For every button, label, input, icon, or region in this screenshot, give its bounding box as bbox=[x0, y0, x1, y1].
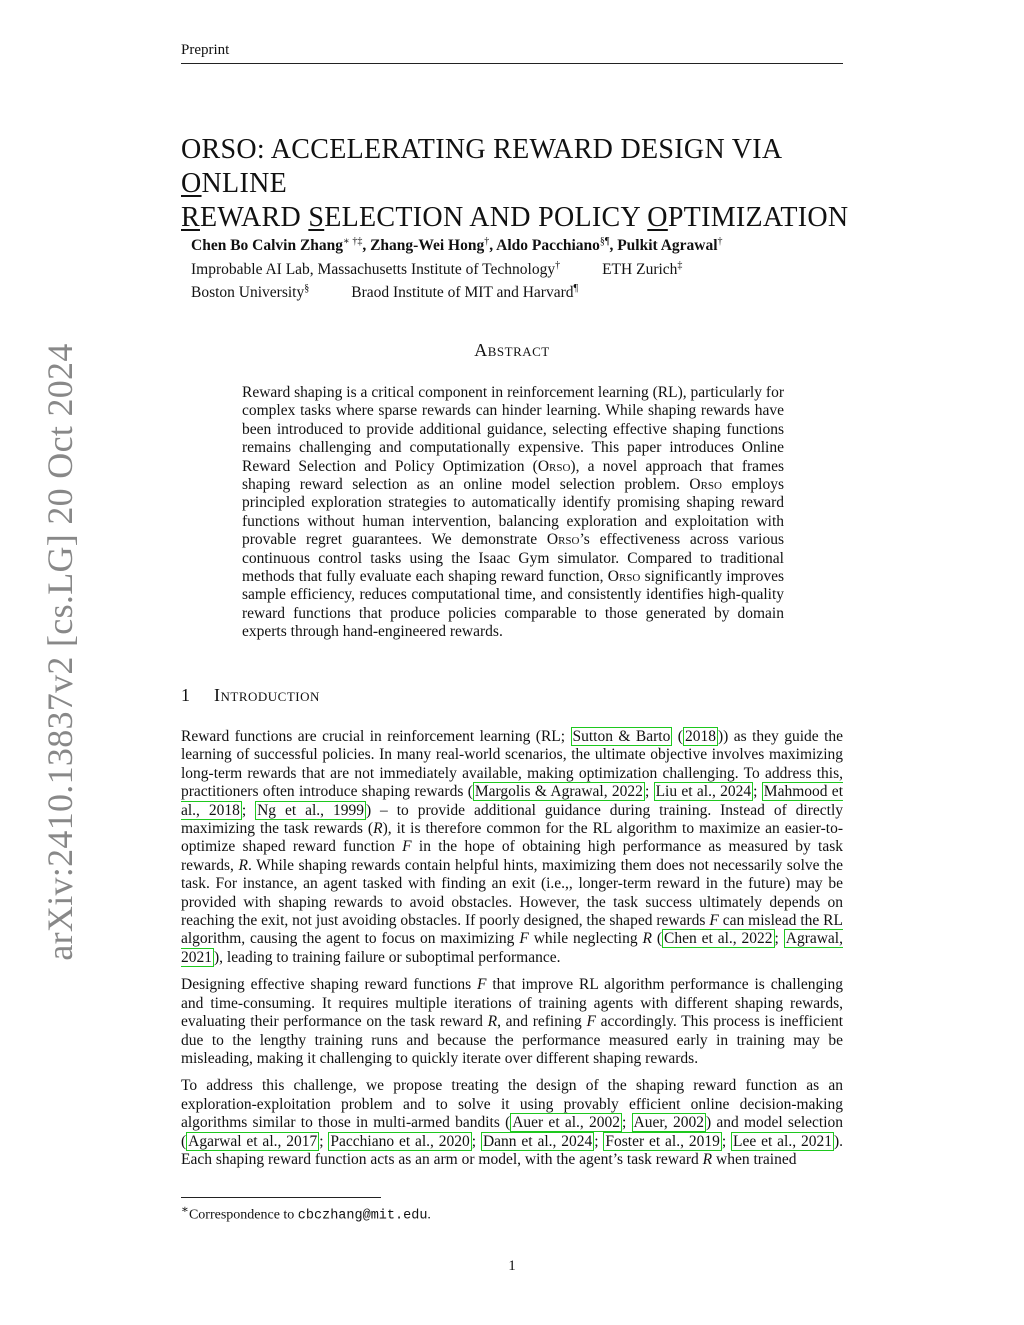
email-link[interactable]: cbczhang@mit.edu bbox=[297, 1208, 428, 1224]
text-run: )) as they guide the learning of successful policies. In many real-world scenarios, the ultimate objective involves maximizing long-term rewards that are not immediately available, making optimization challenging. To address this, practitioners often introduce shaping rewards ( bbox=[181, 728, 844, 801]
text-run: in the hope of obtaining high performance as measured by task rewards, bbox=[181, 838, 843, 874]
text-run: ( bbox=[672, 728, 683, 745]
title-part: ELECTION AND POLICY bbox=[324, 202, 648, 233]
separator: ; bbox=[644, 783, 654, 801]
affiliation: Boston University bbox=[191, 284, 305, 302]
citation-link[interactable]: Auer et al., 2002 bbox=[512, 1114, 620, 1132]
separator: , bbox=[609, 237, 614, 255]
citation-link[interactable]: Foster et al., 2019 bbox=[605, 1132, 720, 1150]
author-name: Pulkit Agrawal bbox=[617, 237, 718, 255]
title-part: PTIMIZATION bbox=[667, 202, 849, 233]
author-names bbox=[191, 232, 841, 256]
math-symbol: R bbox=[238, 856, 248, 874]
introduction-body bbox=[181, 728, 843, 1178]
separator: ; bbox=[721, 1132, 732, 1150]
text-run: . While shaping rewards contain helpful hints, maximizing them does not necessarily solve the task. For instance, an agent tasked with finding an exit (i.e.,, longer-term reward in the future) may be provided with shaping rewards to avoid obstacles. However, the task success ultimately depends on reaching the exit, not just avoiding obstacles. If poorly designed, the shaped rewards bbox=[181, 856, 843, 930]
author-block bbox=[191, 232, 841, 303]
text-run: , and refining bbox=[497, 1013, 587, 1031]
method-name: Orso bbox=[546, 531, 580, 549]
title-line-2 bbox=[181, 201, 861, 235]
abstract-text: ’s effectiveness across various continuous control tasks using the Isaac Gym simulator. Compared to traditional methods that fully evaluate each shaping reward function, bbox=[242, 531, 785, 586]
affiliation-mark: ¶ bbox=[573, 283, 579, 295]
text-run: ) and model selection ( bbox=[181, 1114, 844, 1150]
method-name: Orso bbox=[689, 476, 722, 494]
text-run: while neglecting bbox=[528, 930, 643, 948]
separator: ; bbox=[319, 1132, 329, 1150]
text-run: that improve RL algorithm performance is challenging and time-consuming. It requires multiple iterations of training agents with different shaping rewards, evaluating their performance on the task reward bbox=[181, 976, 843, 1031]
abstract-heading: Abstract bbox=[474, 340, 550, 360]
text-run: ), it is therefore common for the RL algorithm to maximize an easier-to-optimize shaped reward function bbox=[181, 820, 843, 856]
separator: ; bbox=[774, 930, 784, 948]
paragraph bbox=[181, 1077, 843, 1169]
text-run: ( bbox=[651, 930, 663, 948]
citation-link[interactable]: Liu et al., 2024 bbox=[655, 783, 752, 801]
affiliation: Braod Institute of MIT and Harvard bbox=[351, 284, 574, 302]
author-marks: §¶ bbox=[599, 236, 610, 247]
title-underlined-letter: O bbox=[647, 202, 668, 233]
separator: ; bbox=[753, 783, 762, 801]
author-name: Aldo Pacchiano bbox=[496, 237, 600, 255]
title-part: RSO: ACCELERATING REWARD DESIGN VIA bbox=[201, 134, 781, 165]
citation-link[interactable]: Agarwal et al., 2017 bbox=[188, 1132, 318, 1150]
title-line-1 bbox=[181, 133, 861, 201]
author-marks: † bbox=[717, 236, 723, 247]
separator: ; bbox=[622, 1114, 632, 1132]
text-run: Reward functions are crucial in reinforcement learning (RL; bbox=[181, 728, 571, 745]
author-marks: ∗ †‡ bbox=[343, 236, 363, 247]
citation-link[interactable]: Chen et al., 2022 bbox=[664, 930, 773, 948]
affiliation-mark: † bbox=[555, 259, 561, 271]
author-name: Zhang-Wei Hong bbox=[370, 237, 485, 255]
text-run: accordingly. This process is inefficient due to the lengthy training runs and because the performance measured early in training may be misleading, making it challenging to quickly iterate over different shaping rewards. bbox=[181, 1013, 844, 1067]
separator: ; bbox=[594, 1132, 604, 1150]
math-symbol: F bbox=[519, 930, 529, 948]
citation-link[interactable]: Auer, 2002 bbox=[633, 1114, 704, 1132]
affiliation-mark: § bbox=[304, 283, 310, 295]
author-name: Chen Bo Calvin Zhang bbox=[191, 237, 344, 255]
author-marks: † bbox=[484, 236, 490, 247]
paper-title bbox=[181, 133, 861, 235]
text-run: Designing effective shaping reward functions bbox=[181, 976, 477, 994]
citation-link[interactable]: 2018 bbox=[684, 728, 716, 745]
running-head: Preprint bbox=[181, 42, 843, 64]
title-underlined-letter: S bbox=[308, 202, 325, 233]
page-header bbox=[181, 42, 843, 64]
title-underlined-letter: O bbox=[181, 168, 202, 199]
footnote-mark: ∗ bbox=[181, 1203, 189, 1216]
abstract-text: significantly improves sample efficiency, reduces computational time, and consistently identifies high-quality reward functions that produce policies comparable to those generated by domain experts through hand-engineered rewards. bbox=[242, 568, 784, 641]
abstract-text: employs principled exploration strategies to automatically identify promising shaping reward functions without human intervention, balancing exploration and exploitation with provable regret guarantees. We demonstrate bbox=[242, 476, 784, 549]
math-symbol: F bbox=[586, 1013, 596, 1031]
arxiv-id-text: arXiv:2410.13837v2 [cs.LG] 20 Oct 2024 bbox=[40, 343, 80, 961]
title-part: NLINE bbox=[201, 168, 288, 199]
citation-link[interactable]: Margolis & Agrawal, 2022 bbox=[474, 783, 643, 801]
math-symbol: F bbox=[709, 912, 719, 930]
separator: ; bbox=[471, 1132, 481, 1150]
citation-link[interactable]: Pacchiano et al., 2020 bbox=[330, 1132, 470, 1150]
citation-link[interactable]: Lee et al., 2021 bbox=[733, 1132, 832, 1150]
method-name: Orso bbox=[537, 457, 571, 475]
footnote-text: . bbox=[427, 1207, 431, 1223]
separator: ; bbox=[241, 801, 256, 819]
math-symbol: R bbox=[373, 820, 383, 838]
abstract-text: Reward shaping is a critical component in reinforcement learning (RL), particularly for complex tasks where sparse rewards can hinder learning. While shaping rewards have been introduced to provide additional guidance, selecting effective shaping functions remains challenging and computationally expensive. This paper introduces Online Reward Selection and Policy Optimization ( bbox=[242, 384, 784, 475]
citation-link[interactable]: Ng et al., 1999 bbox=[257, 801, 364, 819]
citation-link[interactable]: Sutton & Barto bbox=[572, 728, 671, 745]
math-symbol: F bbox=[477, 976, 487, 994]
arxiv-side-identifier bbox=[30, 0, 90, 1325]
math-symbol: R bbox=[487, 1013, 498, 1031]
separator: , bbox=[362, 237, 367, 255]
affiliations-row-2 bbox=[191, 279, 841, 303]
footnote bbox=[181, 1197, 843, 1224]
title-part: EWARD bbox=[199, 202, 309, 233]
separator: , bbox=[489, 237, 494, 255]
text-run: can mislead the RL algorithm, causing the agent to focus on maximizing bbox=[181, 912, 843, 948]
text-run: when trained bbox=[712, 1150, 797, 1168]
section-heading bbox=[181, 685, 320, 706]
citation-link[interactable]: Mahmood et al., 2018 bbox=[181, 783, 843, 819]
math-symbol: F bbox=[402, 838, 412, 856]
text-run: To address this challenge, we propose treating the design of the shaping reward function as an exploration-exploitation problem and to solve it using provably efficient online decision-making algorithms similar to those in multi-armed bandits ( bbox=[181, 1077, 843, 1132]
paragraph bbox=[181, 728, 843, 967]
math-symbol: R bbox=[702, 1150, 713, 1168]
abstract-body bbox=[242, 384, 784, 642]
paragraph bbox=[181, 976, 843, 1068]
math-symbol: R bbox=[642, 930, 652, 948]
footnote-text: Correspondence to bbox=[188, 1207, 298, 1223]
title-underlined-letter: R bbox=[181, 202, 200, 233]
citation-link[interactable]: Agrawal, 2021 bbox=[181, 930, 843, 966]
section-title: Introduction bbox=[214, 685, 320, 705]
text-run: ). Each shaping reward function acts as an arm or model, with the agent’s task reward bbox=[181, 1132, 843, 1168]
text-run: ) – to provide additional guidance during training. Instead of directly maximizing the task rewards ( bbox=[181, 801, 844, 838]
page-number: 1 bbox=[508, 1258, 516, 1274]
method-name: Orso bbox=[607, 568, 641, 586]
abstract-text: ), a novel approach that frames shaping reward selection as an online model selection problem. bbox=[242, 457, 784, 494]
title-part: O bbox=[181, 134, 202, 165]
affiliations-row-1 bbox=[191, 256, 841, 280]
citation-link[interactable]: Dann et al., 2024 bbox=[482, 1132, 593, 1150]
affiliation-mark: ‡ bbox=[677, 259, 683, 271]
affiliation: ETH Zurich bbox=[602, 260, 678, 278]
section-number: 1 bbox=[181, 685, 190, 705]
affiliation: Improbable AI Lab, Massachusetts Institute of Technology bbox=[191, 260, 556, 278]
footnote-rule bbox=[181, 1197, 381, 1198]
text-run: ), leading to training failure or suboptimal performance. bbox=[214, 948, 561, 966]
